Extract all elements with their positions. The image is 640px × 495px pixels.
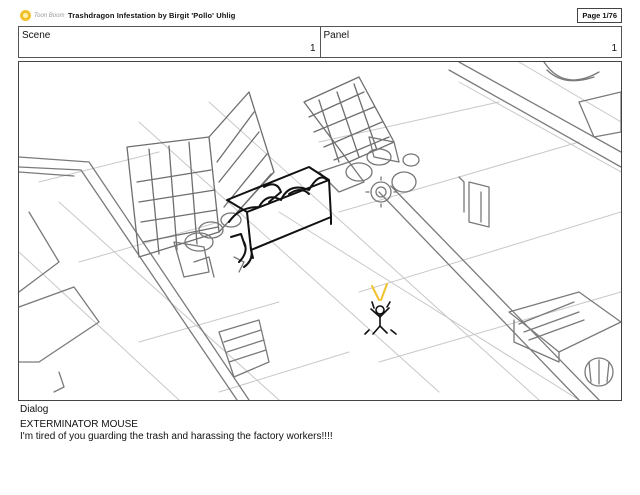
dialog-label: Dialog (20, 404, 49, 415)
storyboard-panel-image (18, 61, 622, 401)
dialog-speaker: EXTERMINATOR MOUSE (20, 419, 138, 430)
scene-number: 1 (309, 43, 316, 54)
chain-link-fence (127, 77, 394, 257)
scene-label: Scene (22, 30, 51, 41)
scene-cell (19, 27, 320, 57)
sketch-drawing (19, 62, 621, 400)
mouse-highlight-marks (372, 284, 387, 300)
dialog-section (20, 404, 620, 443)
dumpster (227, 167, 331, 267)
dialog-text: I'm tired of you guarding the trash and harassing the factory workers!!!! (20, 431, 333, 442)
scene-panel-row (18, 26, 622, 58)
panel-cell (320, 27, 622, 57)
page-indicator: Page 1/76 (577, 8, 622, 23)
toon-boom-logo (20, 10, 64, 21)
toon-boom-logo-icon (20, 10, 31, 21)
storyboard-header (18, 8, 622, 26)
right-wall (379, 62, 621, 400)
panel-number: 1 (611, 43, 617, 54)
logo-text: Toon Boom (34, 12, 65, 19)
document-title: Trashdragon Infestation by Birgit 'Pollo' Uhlig (68, 11, 236, 20)
panel-label: Panel (323, 30, 350, 41)
